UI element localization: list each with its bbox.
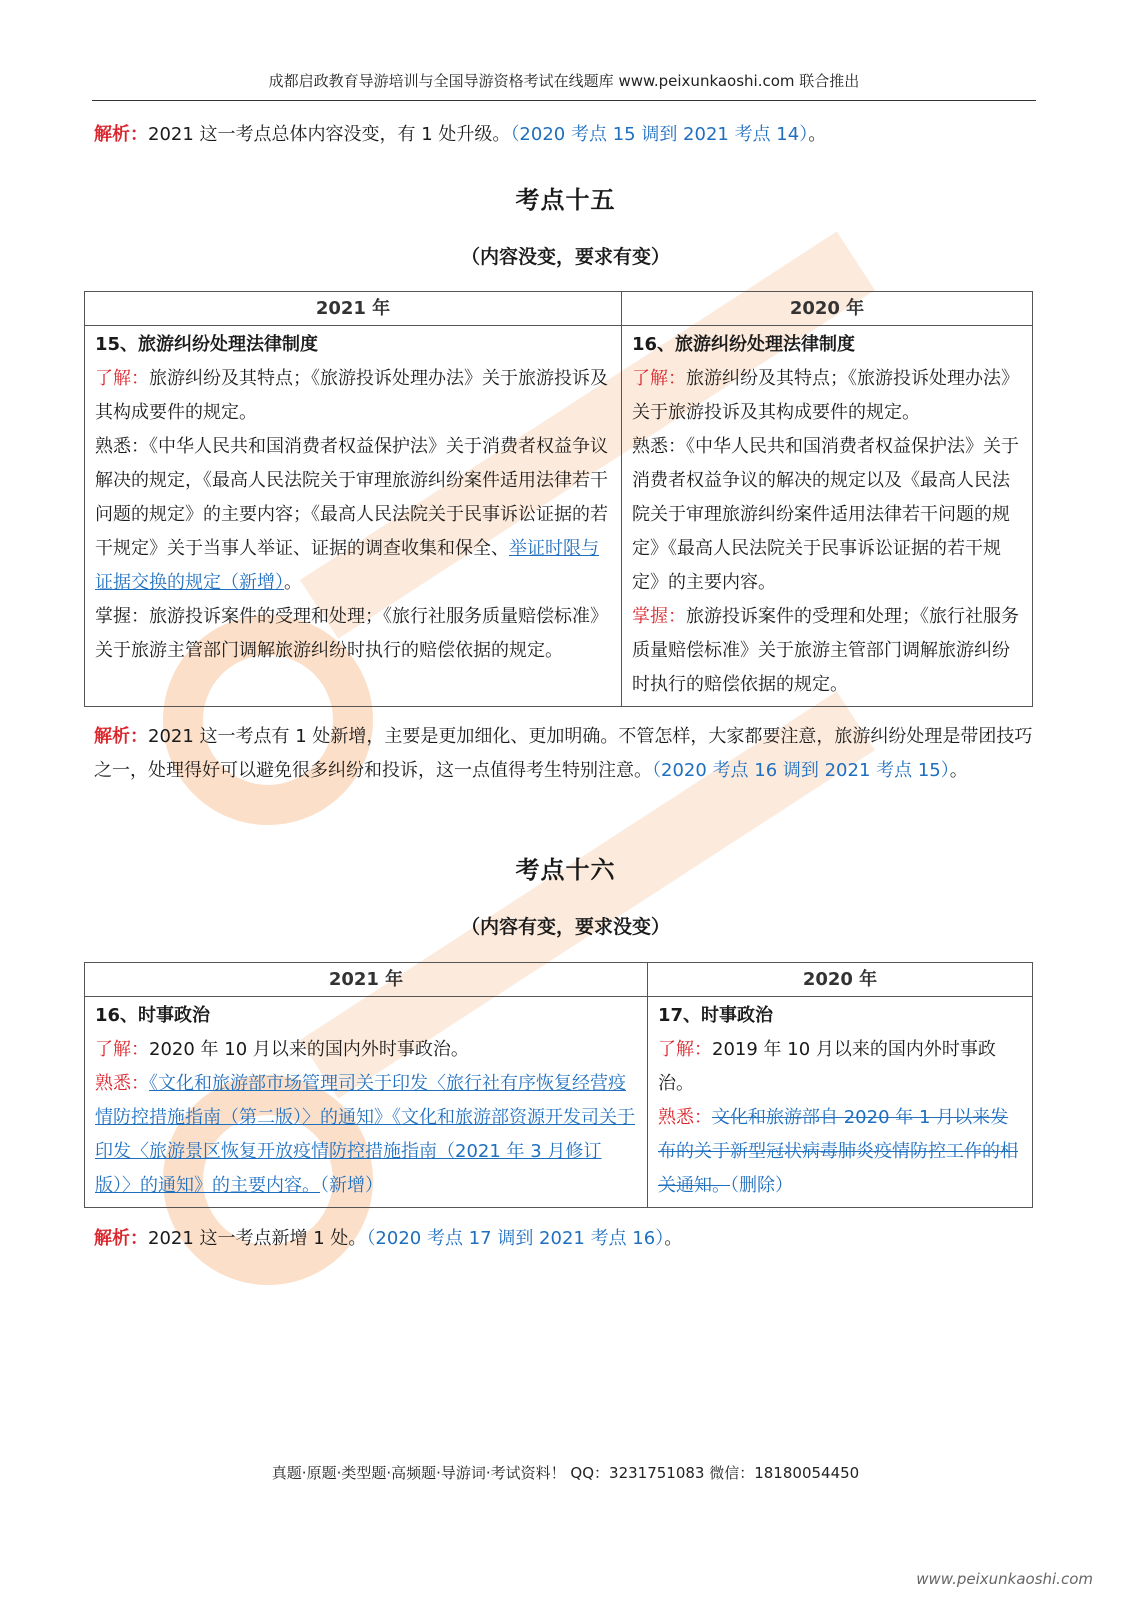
section15-cell-2021 xyxy=(85,326,622,707)
section16-subtitle: （内容有变，要求没变） xyxy=(460,916,670,938)
understand-label: 了解： xyxy=(632,368,686,389)
understand-line xyxy=(95,362,609,430)
master-line xyxy=(95,600,609,668)
section15-title: 考点十五 xyxy=(515,186,616,214)
master-label: 掌握： xyxy=(95,606,149,627)
analysis-label: 解析： xyxy=(94,1228,148,1249)
section15-analysis xyxy=(94,720,1034,788)
familiar-deleted: 文化和旅游部自 2020 年 1 月以来发布的关于新型冠状病毒肺炎疫情防控工作的相关通知。 xyxy=(658,1107,1018,1196)
page-header: 成都启政教育导游培训与全国导游资格考试在线题库 www.peixunkaoshi.com 联合推出 xyxy=(92,70,1036,101)
familiar-label: 熟悉： xyxy=(632,436,686,457)
master-line xyxy=(632,600,1020,702)
familiar-line xyxy=(632,430,1020,600)
familiar-text: 《中华人民共和国消费者权益保护法》关于消费者权益争议解决的规定，《最高人民法院关于审理旅游纠纷案件适用法律若干问题的规定》的主要内容；《最高人民法院关于民事诉讼证据的若干规定》关于当事人举证、证据的调查收集和保全、 xyxy=(95,436,608,559)
section15-col-2021: 2021 年 xyxy=(85,292,622,326)
section16-cell-2021 xyxy=(85,997,648,1208)
familiar-text: 《中华人民共和国消费者权益保护法》关于消费者权益争议的解决的规定以及《最高人民法院关于审理旅游纠纷案件适用法律若干问题的规定》《最高人民法院关于民事诉讼证据的若干规定》的主要内容。 xyxy=(632,436,1019,593)
familiar-label: 熟悉： xyxy=(95,1073,149,1094)
intro-text: 2021 这一考点总体内容没变，有 1 处升级。 xyxy=(148,124,511,145)
understand-text: 旅游纠纷及其特点；《旅游投诉处理办法》关于旅游投诉及其构成要件的规定。 xyxy=(632,368,1019,423)
section16-cell-2020 xyxy=(648,997,1033,1208)
analysis-end: 。 xyxy=(949,760,968,781)
item-title: 16、时事政治 xyxy=(95,1005,211,1026)
familiar-label: 熟悉： xyxy=(95,436,149,457)
new-tag: （新增） xyxy=(320,1175,383,1196)
understand-line xyxy=(95,1033,635,1067)
understand-label: 了解： xyxy=(95,368,149,389)
analysis-ref: （2020 考点 16 调到 2021 考点 15） xyxy=(652,760,950,781)
understand-label: 了解： xyxy=(658,1039,712,1060)
section15-cell-2020 xyxy=(622,326,1033,707)
master-text: 旅游投诉案件的受理和处理；《旅行社服务质量赔偿标准》关于旅游主管部门调解旅游纠纷时执行的赔偿依据的规定。 xyxy=(95,606,608,661)
section16-table xyxy=(84,962,1033,1208)
section16-analysis xyxy=(94,1222,1034,1256)
page-footer: 真题·原题·类型题·高频题·导游词·考试资料！ QQ：3231751083 微信：18180054450 xyxy=(271,1464,860,1482)
familiar-new: 举证时限与证据交换的规定（新增） xyxy=(95,538,599,593)
section15-subtitle: （内容没变，要求有变） xyxy=(460,246,670,268)
analysis-ref: （2020 考点 17 调到 2021 考点 16） xyxy=(366,1228,665,1249)
analysis-label: 解析： xyxy=(94,124,148,145)
familiar-line xyxy=(95,430,609,600)
familiar-line xyxy=(95,1067,635,1203)
familiar-end: 。 xyxy=(284,572,302,593)
familiar-line xyxy=(658,1101,1020,1203)
familiar-label: 熟悉： xyxy=(658,1107,712,1128)
understand-line xyxy=(632,362,1020,430)
section16-col-2020: 2020 年 xyxy=(648,963,1033,997)
analysis-text: 2021 这一考点有 1 处新增，主要是更加细化、更加明确。不管怎样，大家都要注意，旅游纠纷处理是带团技巧之一，处理得好可以避免很多纠纷和投诉，这一点值得考生特别注意。 xyxy=(94,726,1033,781)
section15-table xyxy=(84,291,1033,707)
item-title: 16、旅游纠纷处理法律制度 xyxy=(632,334,856,355)
master-label: 掌握： xyxy=(632,606,686,627)
intro-ref: （2020 考点 15 调到 2021 考点 14） xyxy=(510,124,809,145)
familiar-new: 《文化和旅游部市场管理司关于印发〈旅行社有序恢复经营疫情防控措施指南（第二版）〉的通知》《文化和旅游部资源开发司关于印发〈旅游景区恢复开放疫情防控措施指南（2021 年 3 月修订版）〉的通知》的主要内容。 xyxy=(95,1073,635,1196)
understand-label: 了解： xyxy=(95,1039,149,1060)
deleted-tag: （删除） xyxy=(730,1175,793,1196)
understand-text: 旅游纠纷及其特点；《旅游投诉处理办法》关于旅游投诉及其构成要件的规定。 xyxy=(95,368,608,423)
understand-line xyxy=(658,1033,1020,1101)
analysis-label: 解析： xyxy=(94,726,148,747)
understand-text: 2019 年 10 月以来的国内外时事政治。 xyxy=(658,1039,996,1094)
analysis-end: 。 xyxy=(664,1228,683,1249)
master-text: 旅游投诉案件的受理和处理；《旅行社服务质量赔偿标准》关于旅游主管部门调解旅游纠纷时执行的赔偿依据的规定。 xyxy=(632,606,1019,695)
intro-end: 。 xyxy=(808,124,827,145)
intro-analysis xyxy=(94,118,1034,152)
section16-title: 考点十六 xyxy=(515,856,616,884)
item-title: 15、旅游纠纷处理法律制度 xyxy=(95,334,319,355)
section16-col-2021: 2021 年 xyxy=(85,963,648,997)
analysis-text: 2021 这一考点新增 1 处。 xyxy=(148,1228,367,1249)
section15-col-2020: 2020 年 xyxy=(622,292,1033,326)
item-title: 17、时事政治 xyxy=(658,1005,774,1026)
understand-text: 2020 年 10 月以来的国内外时事政治。 xyxy=(149,1039,469,1060)
corner-site-link[interactable]: www.peixunkaoshi.com xyxy=(916,1570,1093,1588)
